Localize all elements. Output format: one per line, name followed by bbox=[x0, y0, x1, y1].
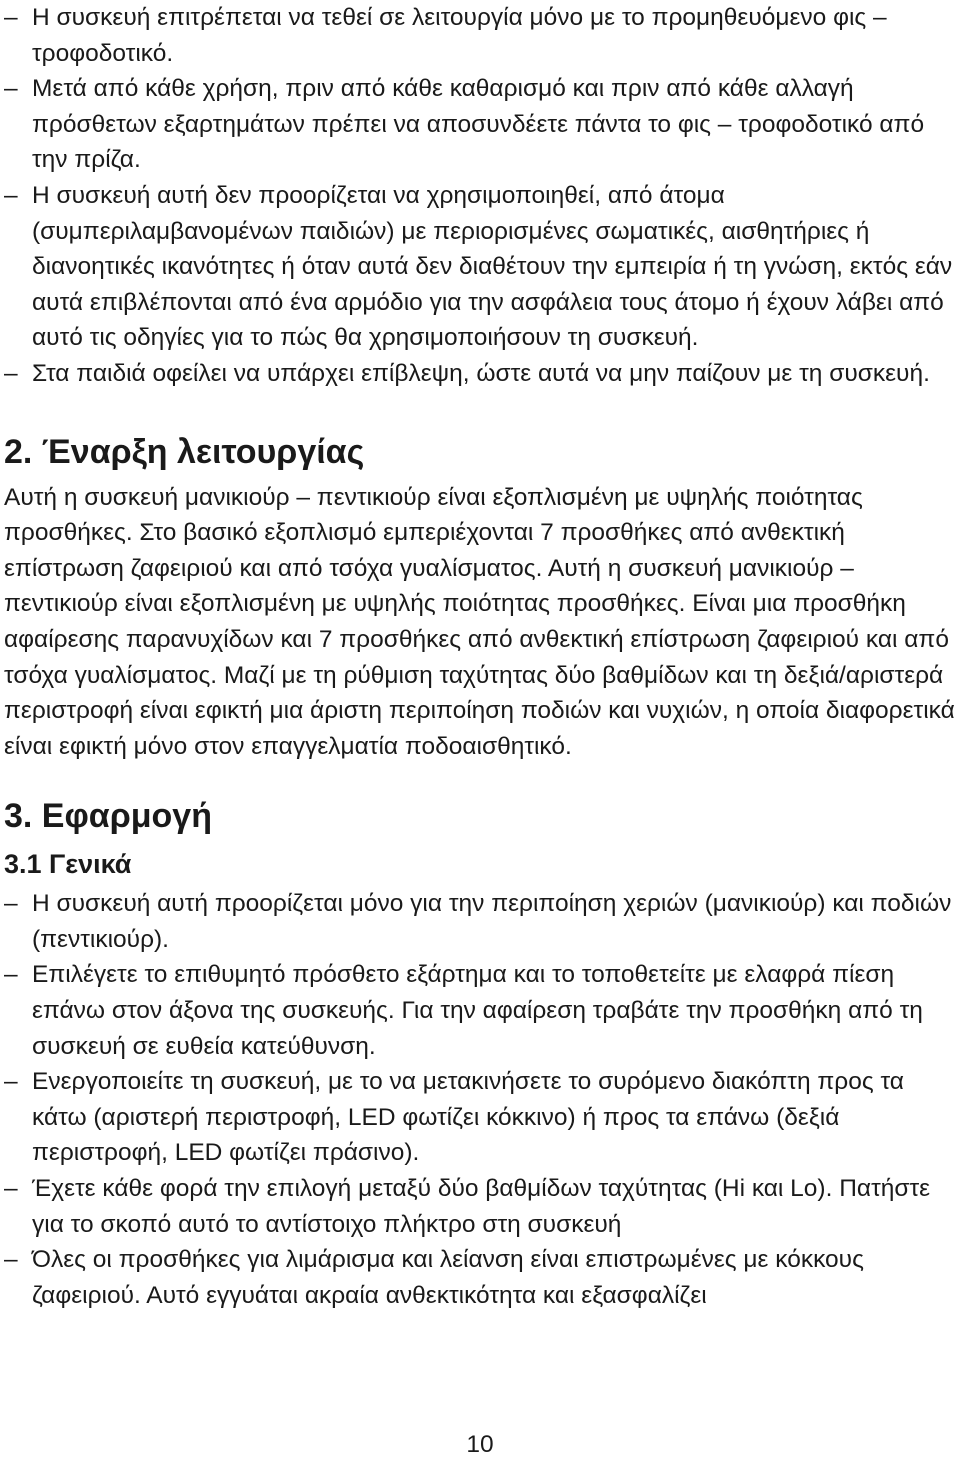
list-item: – Επιλέγετε το επιθυμητό πρόσθετο εξάρτημα και το τοποθετείτε με ελαφρά πίεση επάνω στον άξονα της συσκευής. Για την αφαίρεση τραβάτε την προσθήκη από τη συσκευή σε ευθεία κατεύθυνση. bbox=[4, 957, 956, 1064]
list-item: – Η συσκευή αυτή δεν προορίζεται να χρησιμοποιηθεί, από άτομα (συμπεριλαμβανομένων παιδιών) με περιορισμένες σωματικές, αισθητήριες ή διανοητικές ικανότητες ή όταν αυτά δεν διαθέτουν την εμπειρία ή τη γνώση, εκτός εάν αυτά επιβλέπονται από ένα αρμόδιο για την ασφάλεια τους άτομο ή έχουν λάβει από αυτό τις οδηγίες για το πώς θα χρησιμοποιήσουν τη συσκευή. bbox=[4, 178, 956, 356]
subsection-heading-general: 3.1 Γενικά bbox=[4, 849, 132, 880]
list-item: – Όλες οι προσθήκες για λιμάρισμα και λείανση είναι επιστρωμένες με κόκκους ζαφειριού. Αυτό εγγυάται ακραία ανθεκτικότητα και εξασφαλίζει bbox=[4, 1242, 956, 1313]
list-item: – Η συσκευή επιτρέπεται να τεθεί σε λειτουργία μόνο με το προμηθευόμενο φις – τροφοδοτικό. bbox=[4, 0, 956, 71]
list-item: – Στα παιδιά οφείλει να υπάρχει επίβλεψη, ώστε αυτά να μην παίζουν με τη συσκευή. bbox=[4, 356, 956, 392]
list-item: – Ενεργοποιείτε τη συσκευή, με το να μετακινήσετε το συρόμενο διακόπτη προς τα κάτω (αριστερή περιστροφή, LED φωτίζει κόκκινο) ή προς τα επάνω (δεξιά περιστροφή, LED φωτίζει πράσινο). bbox=[4, 1064, 956, 1171]
document-page bbox=[4, 0, 956, 1313]
section-body-start: Αυτή η συσκευή μανικιούρ – πεντικιούρ είναι εξοπλισμένη με υψηλής ποιότητας προσθήκες. Στο βασικό εξοπλισμό εμπεριέχονται 7 προσθήκες από ανθεκτική επίστρωση ζαφειριού και από τσόχα γυαλίσματος. Αυτή η συσκευή μανικιούρ – πεντικιούρ είναι εξοπλισμένη με υψηλής ποιότητας προσθήκες. Είναι μια προσθήκη αφαίρεσης παρανυχίδων και 7 προσθήκες από ανθεκτική επίστρωση ζαφειριού και από τσόχα γυαλίσματος. Μαζί με τη ρύθμιση ταχύτητας δύο βαθμίδων και τη δεξιά/αριστερά περιστροφή είναι εφικτή μια άριστη περιποίηση ποδιών και νυχιών, η οποία διαφορετικά είναι εφικτή μόνο στον επαγγελματία ποδοαισθητικό. bbox=[4, 483, 955, 760]
section-heading-start: 2. Έναρξη λειτουργίας bbox=[4, 432, 365, 471]
safety-list bbox=[4, 0, 956, 392]
list-item: – Η συσκευή αυτή προορίζεται μόνο για την περιποίηση χεριών (μανικιούρ) και ποδιών (πεντικιούρ). bbox=[4, 886, 956, 957]
list-item: – Μετά από κάθε χρήση, πριν από κάθε καθαρισμό και πριν από κάθε αλλαγή πρόσθετων εξαρτημάτων πρέπει να αποσυνδέετε πάντα το φις – τροφοδοτικό από την πρίζα. bbox=[4, 71, 956, 178]
section-heading-application: 3. Εφαρμογή bbox=[4, 797, 212, 836]
list-item: – Έχετε κάθε φορά την επιλογή μεταξύ δύο βαθμίδων ταχύτητας (Hi και Lo). Πατήστε για το σκοπό αυτό το αντίστοιχο πλήκτρο στη συσκευή bbox=[4, 1171, 956, 1242]
page-number: 10 bbox=[466, 1431, 494, 1458]
general-list bbox=[4, 886, 956, 1313]
